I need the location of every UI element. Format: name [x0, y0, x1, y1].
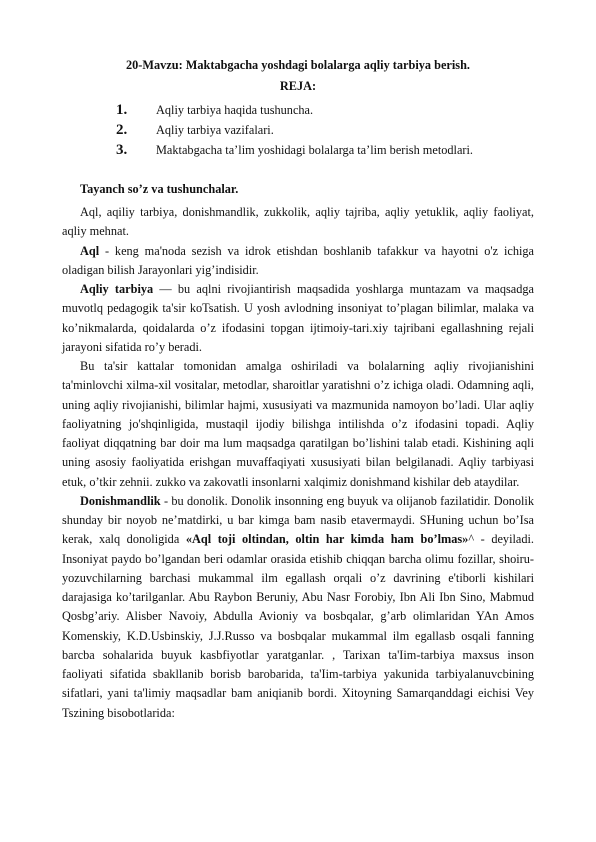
- paragraph-donishmandlik-text: - bu donolik. Donolik insonning eng buyuk va olijanob fazilatidir. Donolik shunday bir noyob ne’matdirki, u bar kimga bam nasib etavermaydi. SHuning uchun bo’Isa kerak, xalq donoligida: [62, 493, 534, 547]
- paragraph-aql-text: - keng ma'noda sezish va idrok etishdan boshlanib tafakkur va hayotni o'z ichiga oladigan bilish Jarayonlari yig’indisidir.: [62, 243, 534, 277]
- paragraph-bu-tasir: Bu ta'sir kattalar tomonidan amalga oshiriladi va bolalarning aqliy rivojianishini ta'minlovchi xilma-xil vositalar, metodlar, sharoitlar yaratishni o’z ichiga oladi. Odamning aqli, uning aqliy rivojianishi, bilimlar hajmi, xususiyati va mazmunida namoyon bo’ladi. Ular aqliy faoliyatning jo'shqinligida, mustaqil ijodiy bilishga intilishda o’z ifodasini topadi. Aqliy faoliyat diqqatning bar doir ma lum maqsadga qaratilgan bo’lishini talab etadi. Kishining aqli uning asosiy faoliyatida erishgan muvaffaqiyati xususiyati bilan belgilanadi. Aqliy tarbiyasi etuk, o’tkir zehnii. zukko va zakovatli insonlarni xalqimiz donishmand kishilar deb ataydilar.: [62, 359, 534, 489]
- term-aqliy-tarbiya: Aqliy tarbiya: [80, 282, 154, 296]
- keywords-paragraph: Aql, aqiliy tarbiya, donishmandlik, zukkolik, aqliy tajriba, aqliy yetuklik, aqliy faoliyat, aqliy mehnat.: [62, 205, 534, 239]
- proverb-quote: «Aql toji oltindan, oltin har kimda ham bo’lmas»: [185, 532, 469, 547]
- paragraph-aql: [62, 242, 534, 281]
- plan-heading: REJA:: [279, 79, 317, 93]
- plan-list: [62, 100, 534, 160]
- term-donishmandlik: Donishmandlik: [80, 493, 161, 508]
- plan-item: [62, 100, 534, 120]
- plan-item-number: 1.: [116, 102, 128, 118]
- plan-item: [62, 140, 534, 160]
- term-aql: Aql: [80, 243, 100, 258]
- plan-item-number: 3.: [116, 142, 128, 158]
- plan-item-text: Aqliy tarbiya vazifalari.: [156, 123, 274, 137]
- document-body: [62, 56, 534, 723]
- plan-item-number: 2.: [116, 122, 128, 138]
- paragraph-donishmandlik-continued: ^ - deyiladi. Insoniyat paydo bo’lgandan beri odamlar orasida etishib chiqqan barcha olimu fozillar, shoiru-yozuvchilarning barchasi mukammal ilm egallash orqali o’z davrining e'tiborli kishilari darajasiga ko’tarilganlar. Abu Raybon Beruniy, Abu Nasr Forobiy, Ibn Ali Ibn Sino, Mabmud Qosbg’ariy. Alisber Navoiy, Abdulla Avioniy va bosbqalar, g’arb olimlaridan YAn Amos Komenskiy, K.D.Usbinskiy, J.J.Russo va bosbqalar mukammal ilm egallasb osqali fanning barcba sohalarida buyuk kasbfiyotlar yaratganlar. , Tarixan ta'Iim-tarbiya maxsus inson faoliyati sifatida sbakllanib borisb barobarida, ta'Iim-tarbiya yakunida tarbiyalanuvcbining sifatlari, yani ta'limiy maqsadlar bam aniqianib bordi. Xitoyning Samarqanddagi eichisi Vey Tszining bisobotlarida:: [62, 532, 535, 720]
- plan-item-text: Aqliy tarbiya haqida tushuncha.: [156, 103, 314, 117]
- paragraph-donishmandlik: [62, 492, 534, 723]
- keywords-heading: Tayanch so’z va tushunchalar.: [80, 182, 239, 196]
- plan-item: [62, 120, 534, 140]
- paragraph-aqliy-tarbiya-text: — bu aqlni rivojiantirish maqsadida yoshlarga muntazam va maqsadga muvotlq pedagogik ta'sir koTsatish. U yosh avlodning insoniyat to’plagan bilimlar, malaka va ko’nikmalarda, qoidalarda o’z ifodasini topgan ijtimoiy-tari.xiy tajribani egallashning rejali jarayoni sifatida ro’y beradi.: [62, 282, 534, 354]
- page-title: 20-Mavzu: Maktabgacha yoshdagi bolalarga aqliy tarbiya berish.: [126, 58, 470, 72]
- plan-item-text: Maktabgacha ta’lim yoshidagi bolalarga ta’lim berish metodlari.: [156, 143, 474, 157]
- paragraph-aqliy-tarbiya: [62, 280, 534, 357]
